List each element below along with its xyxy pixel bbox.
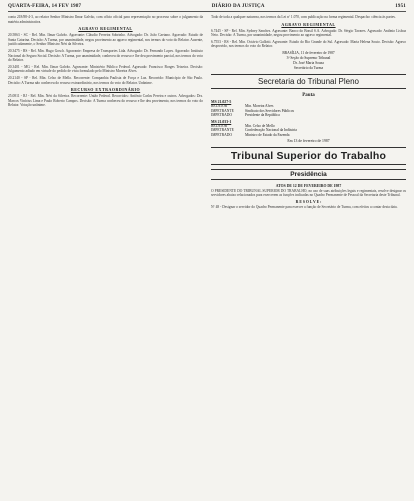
left-paragraph-4: 20.2140 - SP - Rel. Min. Celso de Mello. Recorrente: Companhia Paulista de Força e Luz. Recorrido: Município de São Paulo. Decisão: A Turma não conheceu do recurso extraordinário, nos termos do voto do Relator. Unânime. <box>8 75 203 85</box>
process-detail-value: Min. Moreira Alves <box>245 103 274 108</box>
act-resolve: R E S O L V E : <box>295 199 322 204</box>
act-text-2: Nº 48 - Designar o servidor do Quadro Permanente para exercer a função de Secretário de Turma, com efeitos a contar desta data. <box>211 204 398 209</box>
left-section-heading-1: AGRAVO REGIMENTAL <box>78 26 133 32</box>
process-detail-key: RELATOR <box>211 103 228 108</box>
process-id-1: MS 21.027-5 <box>211 99 232 104</box>
process-detail-row <box>211 133 406 138</box>
left-column <box>8 15 203 501</box>
process-detail-key: IMPETRANTE <box>211 108 234 113</box>
process-detail-value: Ministro de Estado da Fazenda <box>245 132 290 137</box>
process-detail-key: IMPETRADO <box>211 132 232 137</box>
right-paragraph-2: 6.7553 - RS - Rel. Min. Octávio Gallotti. Agravante: Estado do Rio Grande do Sul. Agravado: Maria Helena Souto. Decisão: Agravo desprovido, nos termos do voto do Relator. <box>211 39 406 49</box>
pauta-title: Pauta <box>302 92 315 98</box>
signature-name: Dr. José Maria Souza <box>293 60 324 65</box>
section-box-tst: Tribunal Superior do Trabalho <box>211 147 406 165</box>
section-box-presidencia: Presidência <box>211 169 406 180</box>
process-detail-value: Presidente da República <box>245 113 280 118</box>
process-2-details <box>211 124 406 138</box>
header-date: QUARTA-FEIRA, 14 FEV 1987 <box>8 4 82 9</box>
left-paragraph-5: 25.0811 - RJ - Rel. Min. Néri da Silveira. Recorrente: União Federal. Recorridos: Antônio Carlos Pereira e outros. Advogados: Drs. Marcos Vinícius Lima e Paulo Roberto Campos. Decisão: A Turma conheceu do recurso e lhe deu provimento, nos termos do voto do Relator. Votação unânime. <box>8 94 203 108</box>
process-id-2: MS 21.033-1 <box>211 119 232 124</box>
signature-subtitle: Secretário da Turma <box>293 65 324 70</box>
right-intro: Todo de toda a qualquer natureza, nos termos da Lei nº 1.070, com publicação na forma regimental. Despacho: ciência às partes. <box>211 15 396 19</box>
header-page-number: 1951 <box>395 4 406 9</box>
left-paragraph-3: 20.3401 - MG - Rel. Min. Ilmar Galvão. Agravante: Ministério Público Federal. Agravado: Francisco Borges Teixeira. Decisão: Julgamento adiado em virtude do pedido de vista formulado pelo Ministro Moreira Alves. <box>8 64 203 74</box>
process-detail-key: IMPETRANTE <box>211 128 234 133</box>
left-section-heading-2: RECURSO EXTRAORDINÁRIO <box>70 87 141 93</box>
right-paragraph-1: 6.7445 - SP - Rel. Min. Sydney Sanches. Agravante: Banco do Brasil S.A. Advogado: Dr. Sérgio Tavares. Agravado: Antônio Lisboa Neto. Decisão: A Turma, por unanimidade, negou provimento ao agravo regimental. <box>211 28 406 38</box>
process-detail-value: Min. Celso de Mello <box>245 123 275 128</box>
pauta-date: Em 13 de fevereiro de 1987 <box>287 138 330 143</box>
page-header <box>8 4 406 12</box>
header-publication: DIÁRIO DA JUSTIÇA <box>211 4 265 9</box>
process-1-details <box>211 104 406 118</box>
act-title: ATOS DE 12 DE FEVEREIRO DE 1987 <box>275 183 342 188</box>
left-intro: conta 218/88-4-3, ao relator Senhor Ministro Ilmar Galvão, com ofício oficial para representação no processo sobre o julgamento da matéria administrativa. <box>8 15 203 24</box>
right-column <box>211 15 406 501</box>
columns <box>8 15 406 501</box>
act-text: O PRESIDENTE DO TRIBUNAL SUPERIOR DO TRABALHO, no uso de suas atribuições legais e regimentais, resolve designar os servidores abaixo relacionados para exercerem as funções indicadas no Quadro Permanente de Pessoal da Secretaria deste Tribunal. <box>211 188 406 198</box>
process-detail-value: Sindicato dos Servidores Públicos <box>245 108 295 113</box>
signature-role: 3ª Seção do Supremo Tribunal <box>286 55 331 60</box>
process-detail-value: Confederação Nacional da Indústria <box>245 128 297 133</box>
process-detail-row <box>211 113 406 118</box>
left-paragraph-1: 20.5863 - SC - Rel. Min. Ilmar Galvão. Agravante: Cláudio Ferreira Sobrinho. Advogado: Dr. João Caetano. Agravado: Estado de Santa Catarina. Decisão: A Turma, por unanimidade, negou provimento ao agravo regimental, nos termos do voto do Relator. Ausente, justificadamente, o Senhor Ministro Néri da Silveira. <box>8 33 203 47</box>
left-paragraph-2: 20.3475 - RS - Rel. Min. Hugo Gosch. Agravante: Empresa de Transportes Ltda. Advogado: Dr. Fernando Lopes. Agravado: Instituto Nacional do Seguro Social. Decisão: A Turma, por unanimidade, conheceu do recurso e lhe deu provimento parcial, nos termos do voto do Relator. <box>8 48 203 63</box>
right-section-heading-1: AGRAVO REGIMENTAL <box>281 21 336 27</box>
process-detail-key: RELATOR <box>211 123 228 128</box>
process-detail-key: IMPETRADO <box>211 113 232 118</box>
section-box-secretaria: Secretaria do Tribunal Pleno <box>211 74 406 89</box>
signature-place: BRASÍLIA, 11 de fevereiro de 1987 <box>282 50 335 55</box>
